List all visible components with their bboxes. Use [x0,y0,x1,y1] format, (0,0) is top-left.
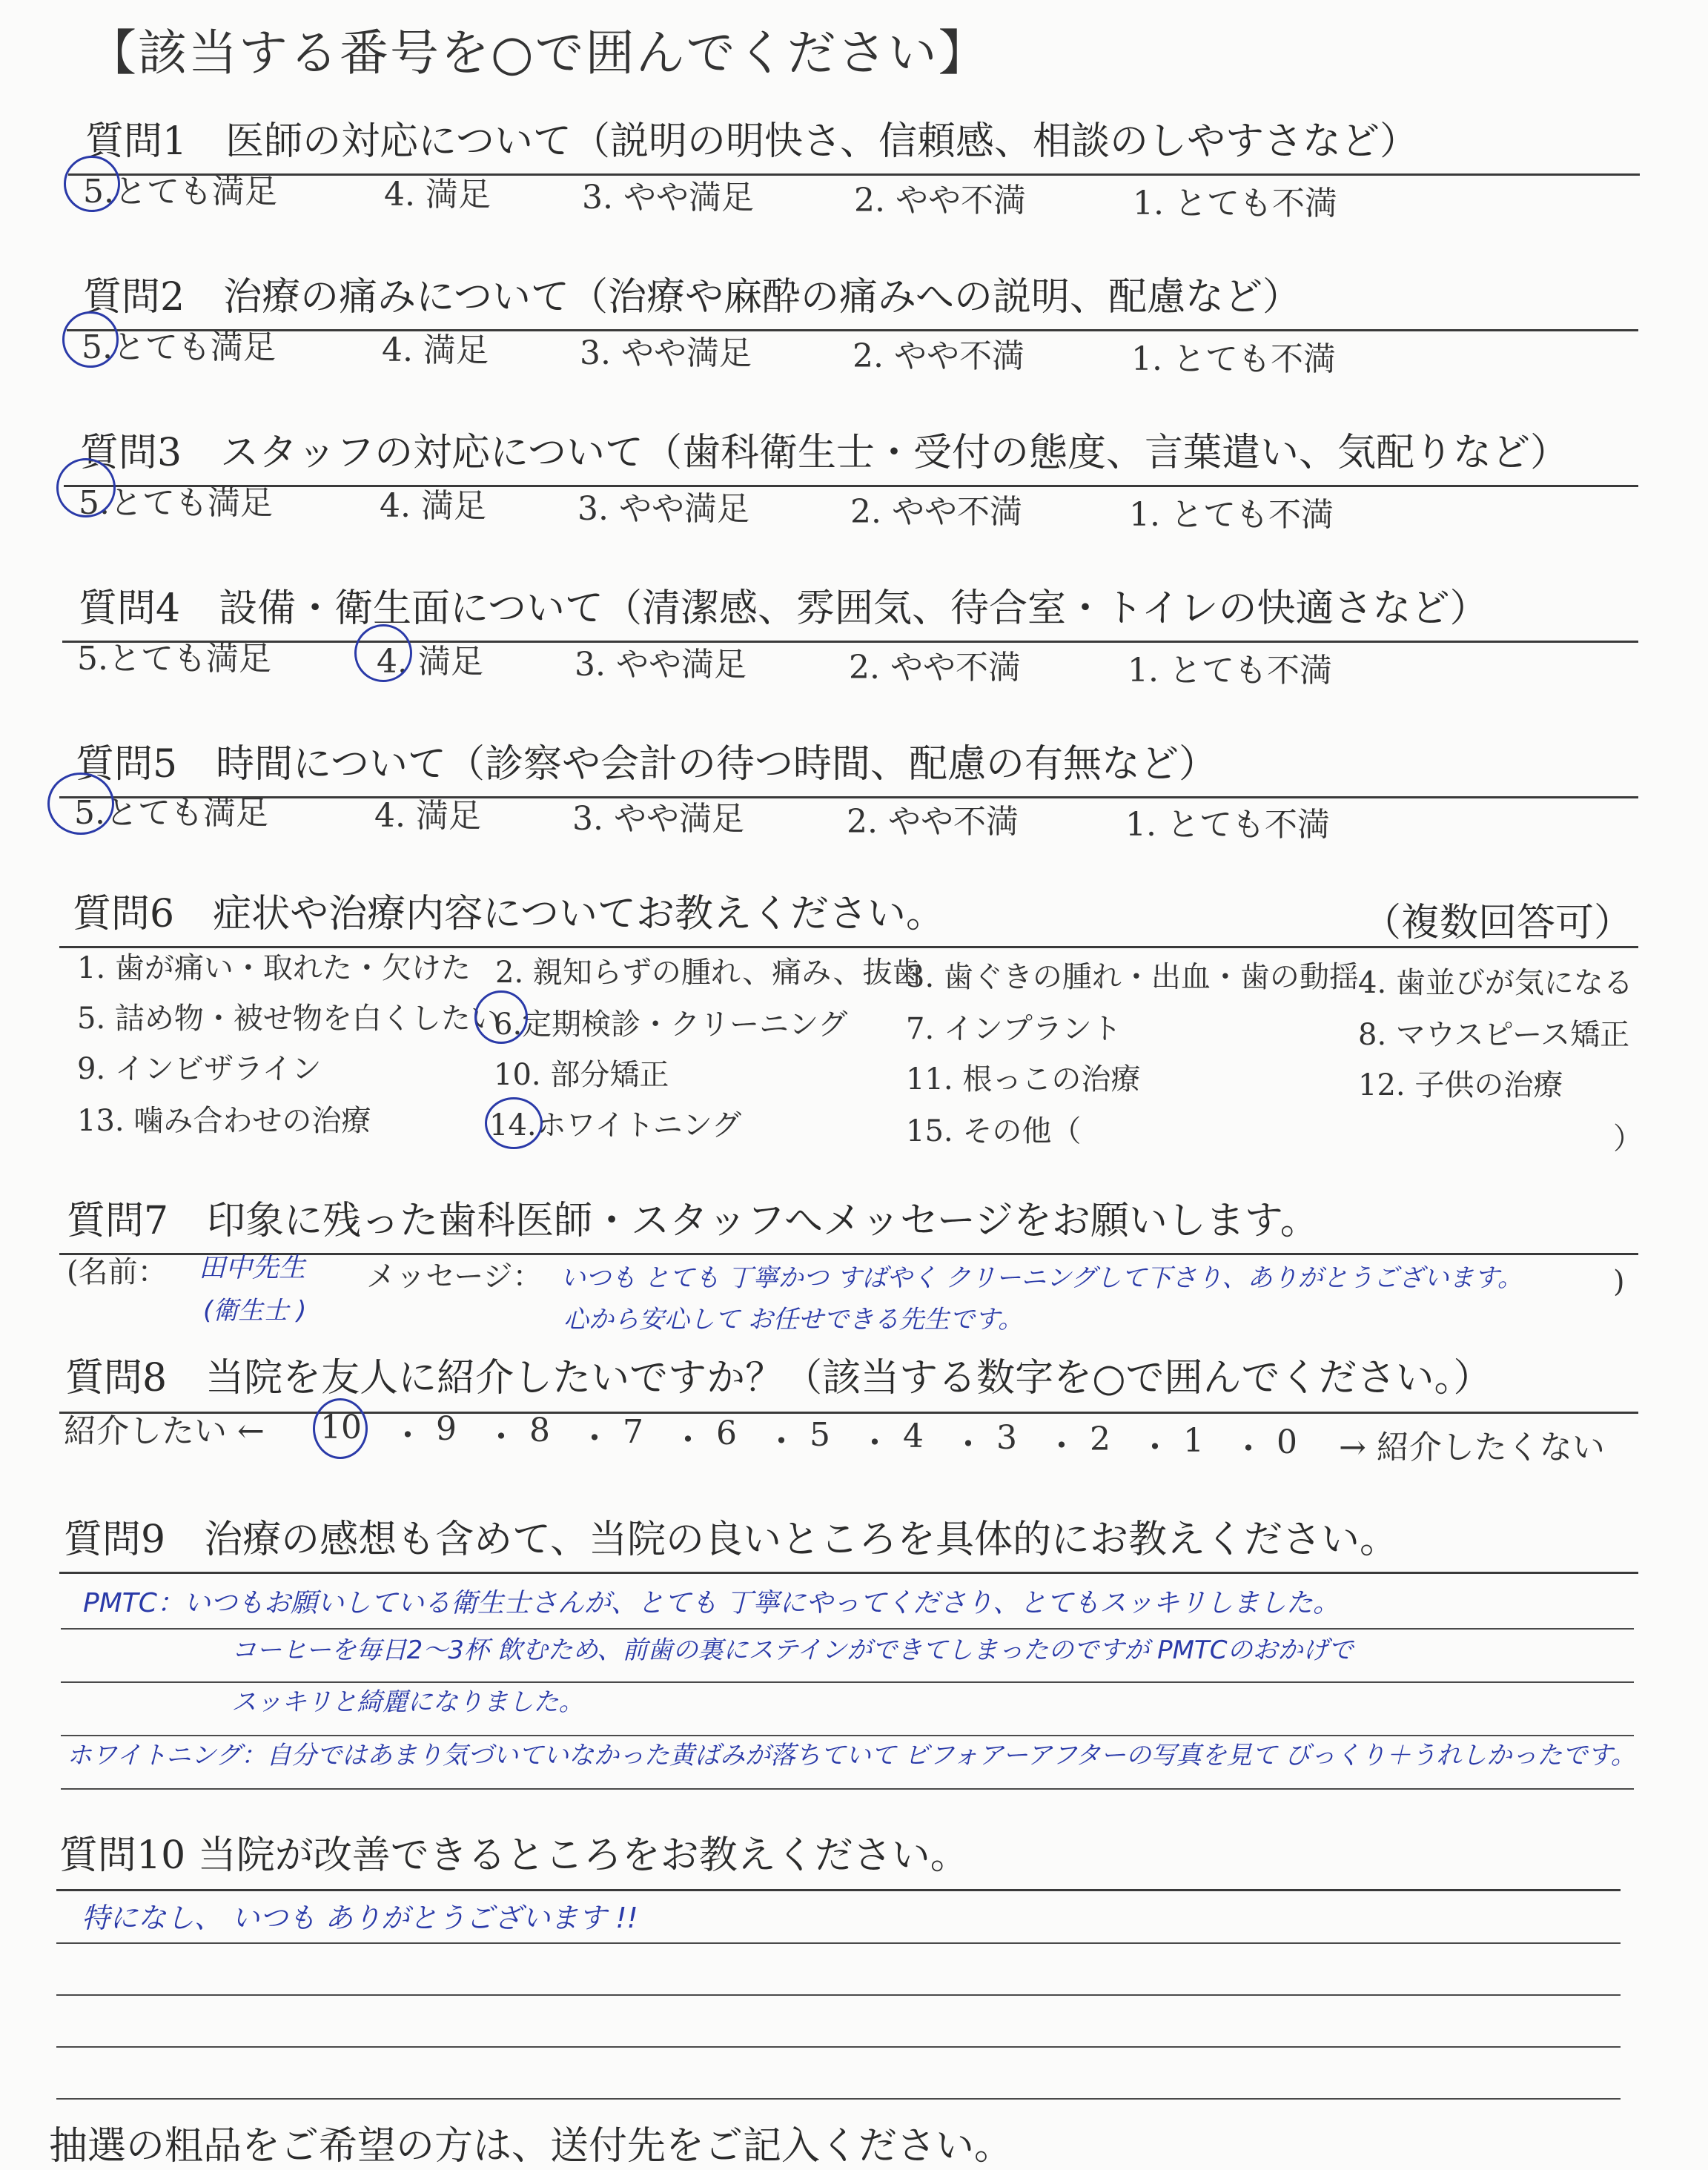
q5-option-1[interactable]: 1. とても不満 [1125,806,1330,844]
q3-title: 質問3 スタッフの対応について（歯科衛生士・受付の態度、言葉遣い、気配りなど） [80,431,1569,475]
q1-option-2[interactable]: 2. やや不満 [854,182,1026,219]
q5-option-4[interactable]: 4. 満足 [374,797,481,835]
q1-option-5[interactable]: 5.とても満足 [83,173,277,211]
q8-left-label: 紹介したい ← [64,1412,265,1450]
q5-option-5[interactable]: 5.とても満足 [74,794,268,832]
q7-message-label: メッセージ： [366,1260,543,1294]
q6-selection-circle-6 [474,990,528,1044]
q8-score-4[interactable]: 4 [903,1418,924,1455]
q4-option-3[interactable]: 3. やや満足 [575,646,747,684]
q4-option-4[interactable]: 4. 満足 [377,643,483,681]
q10-rule [56,1889,1621,1891]
q10-answer-line-1 [56,1942,1621,1944]
page-title: 【該当する番号を○で囲んでください】 [87,24,989,82]
q6-title: 質問6 症状や治療内容についてお教えください。 [73,892,945,936]
q8-selection-circle [313,1398,368,1459]
q8-dot: ・ [1139,1429,1171,1466]
q6-item-15-close: ） [1613,1122,1643,1156]
q10-answer-line-4 [56,2098,1621,2100]
q7-message-line-1[interactable]: いつも とても 丁寧かつ すばやく クリーニングして下さり、ありがとうございます。 [560,1263,1523,1293]
q4-option-1[interactable]: 1. とても不満 [1128,652,1332,689]
q5-option-2[interactable]: 2. やや不満 [847,803,1019,841]
q10-title: 質問10 当院が改善できるところをお教えください。 [59,1833,969,1878]
q3-option-2[interactable]: 2. やや不満 [850,493,1022,531]
q8-dot: ・ [858,1424,891,1462]
q6-item-13[interactable]: 13. 噛み合わせの治療 [77,1104,371,1138]
q1-option-3[interactable]: 3. やや満足 [582,179,754,216]
q8-right-label: → 紹介したくない [1339,1429,1605,1466]
q3-selection-circle [56,458,116,517]
q6-item-15[interactable]: 15. その他（ [906,1114,1082,1148]
q7-message-line-2[interactable]: 心から安心して お任せできる先生です。 [563,1305,1024,1334]
q8-title: 質問8 当院を友人に紹介したいですか？（該当する数字を○で囲んでください。） [65,1356,1492,1400]
q9-answer-text-1[interactable]: PMTC：いつもお願いしている衛生士さんが、とても 丁寧にやってくださり、とてもスッキリしました。 [83,1588,1340,1618]
q8-dot: ・ [952,1426,984,1463]
q6-item-9[interactable]: 9. インビザライン [77,1052,322,1086]
q6-item-10[interactable]: 10. 部分矯正 [494,1058,669,1092]
q10-answer-line-3 [56,2046,1621,2048]
q5-option-3[interactable]: 3. やや満足 [572,800,744,838]
q9-title: 質問9 治療の感想も含めて、当院の良いところを具体的にお教えください。 [64,1518,1399,1562]
q2-option-1[interactable]: 1. とても不満 [1131,340,1336,378]
q6-item-4[interactable]: 4. 歯並びが気になる [1358,966,1633,1000]
q5-title: 質問5 時間について（診察や会計の待つ時間、配慮の有無など） [76,742,1218,787]
q7-name-label: (名前： [67,1255,168,1289]
q8-score-6[interactable]: 6 [716,1415,737,1452]
q8-score-7[interactable]: 7 [623,1413,643,1451]
q6-item-3[interactable]: 3. 歯ぐきの腫れ・出血・歯の動揺 [906,960,1359,994]
q7-name-value[interactable]: 田中先生 [199,1253,306,1283]
q2-option-4[interactable]: 4. 満足 [382,331,489,369]
q4-option-2[interactable]: 2. やや不満 [849,649,1021,687]
q6-item-1[interactable]: 1. 歯が痛い・取れた・欠けた [77,951,471,985]
q7-close-paren: ) [1613,1265,1625,1299]
q8-score-1[interactable]: 1 [1183,1422,1204,1460]
q1-title: 質問1 医師の対応について（説明の明快さ、信頼感、相談のしやすさなど） [85,119,1418,164]
q9-answer-line-4 [61,1788,1634,1790]
q8-score-5[interactable]: 5 [810,1416,830,1454]
q6-item-6[interactable]: 6.定期検診・クリーニング [494,1008,848,1042]
q1-option-1[interactable]: 1. とても不満 [1133,185,1337,222]
q8-score-10[interactable]: 10 [320,1409,362,1446]
q1-option-4[interactable]: 4. 満足 [384,176,491,214]
q8-dot: ・ [1232,1430,1265,1468]
q4-title: 質問4 設備・衛生面について（清潔感、雰囲気、待合室・トイレの快適さなど） [79,586,1489,631]
q9-answer-text-2[interactable]: コーヒーを毎日2〜3杯 飲むため、前歯の裏にステインができてしまったのですが PMTCのおかげで [231,1635,1354,1665]
q10-answer-text[interactable]: 特になし、 いつも ありがとうございます !! [82,1902,638,1934]
q8-score-8[interactable]: 8 [529,1412,550,1449]
q8-dot: ・ [1045,1427,1078,1465]
q8-dot: ・ [485,1418,517,1456]
q2-option-3[interactable]: 3. やや満足 [580,334,752,372]
q3-option-4[interactable]: 4. 満足 [380,487,486,525]
q8-dot: ・ [672,1421,704,1459]
q2-option-5[interactable]: 5.とても満足 [82,328,276,366]
q2-title: 質問2 治療の痛みについて（治療や麻酔の痛みへの説明、配慮など） [83,275,1302,320]
q7-name-role[interactable]: (衛生士 ) [203,1296,307,1326]
q8-score-2[interactable]: 2 [1090,1420,1110,1458]
q4-option-5[interactable]: 5.とても満足 [77,640,271,678]
q6-item-8[interactable]: 8. マウスピース矯正 [1358,1018,1630,1052]
q7-title: 質問7 印象に残った歯科医師・スタッフへメッセージをお願いします。 [67,1199,1319,1243]
q8-score-0[interactable]: 0 [1277,1423,1297,1461]
q1-selection-circle [64,156,120,212]
footer-text: 抽選の粗品をご希望の方は、送付先をご記入ください。 [49,2124,1013,2169]
q8-score-9[interactable]: 9 [436,1410,457,1448]
q9-answer-text-4[interactable]: ホワイトニング：自分ではあまり気づいていなかった黄ばみが落ちていて ビフォアーアフターの写真を見て びっくり＋うれしかったです。 [67,1741,1636,1770]
q6-item-14[interactable]: 14.ホワイトニング [489,1108,742,1142]
q3-option-3[interactable]: 3. やや満足 [577,490,749,528]
q9-rule [59,1572,1638,1574]
q8-dot: ・ [765,1423,798,1461]
q6-item-12[interactable]: 12. 子供の治療 [1358,1068,1563,1102]
q6-item-7[interactable]: 7. インプラント [906,1012,1122,1046]
q9-answer-text-3[interactable]: スッキリと綺麗になりました。 [231,1687,584,1717]
q10-answer-line-2 [56,1994,1621,1996]
q3-option-1[interactable]: 1. とても不満 [1129,496,1334,534]
q2-selection-circle [62,311,119,368]
q3-option-5[interactable]: 5.とても満足 [79,484,273,522]
q6-item-2[interactable]: 2. 親知らずの腫れ、痛み、抜歯 [495,956,922,990]
q8-rule [59,1412,1638,1414]
q8-score-3[interactable]: 3 [996,1419,1017,1457]
q4-selection-circle [354,624,412,682]
q6-item-11[interactable]: 11. 根っこの治療 [906,1062,1141,1096]
q6-selection-circle-14 [485,1097,543,1149]
q8-dot: ・ [578,1420,611,1458]
q6-item-5[interactable]: 5. 詰め物・被せ物を白くしたい [77,1002,500,1036]
q8-dot: ・ [391,1417,424,1455]
q6-note: （複数回答可） [1363,901,1633,945]
q2-option-2[interactable]: 2. やや不満 [853,337,1025,375]
q5-selection-circle [47,773,114,835]
